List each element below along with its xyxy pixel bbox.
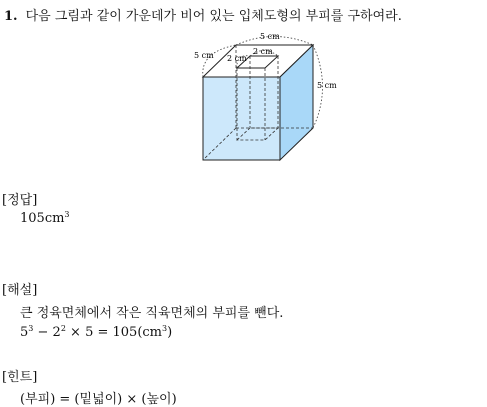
explanation-heading: [해설]: [2, 283, 38, 298]
hollow-cube-figure: [190, 30, 337, 165]
formula-exp1: 3: [28, 324, 34, 333]
cube-front-face: [203, 77, 280, 160]
formula-rest: × 5 = 105(cm: [65, 325, 162, 340]
formula-unit-exp: 3: [162, 324, 168, 333]
answer-value: [20, 211, 70, 226]
explanation-formula: [20, 325, 172, 340]
explanation-text: 큰 정육면체에서 작은 직육면체의 부피를 뺀다.: [20, 306, 284, 321]
hint-heading: [힌트]: [2, 370, 38, 385]
answer-exponent: 3: [64, 210, 70, 219]
problem-number: 1.: [4, 9, 18, 24]
formula-exp2: 2: [60, 324, 66, 333]
formula-minus: −: [33, 325, 53, 340]
label-left-edge: 5 cm: [194, 51, 214, 60]
formula-close: ): [167, 325, 173, 340]
problem-text: 다음 그림과 같이 가운데가 비어 있는 입체도형의 부피를 구하여라.: [25, 9, 402, 24]
label-hole-depth: 2 cm: [227, 54, 247, 63]
label-hole-width: 2 cm: [253, 47, 273, 56]
label-top-edge: 5 cm: [260, 32, 280, 41]
formula-base1: 5: [20, 325, 29, 340]
problem-statement: [4, 5, 402, 24]
answer-number: 105cm: [20, 211, 65, 226]
formula-base2: 2: [52, 325, 61, 340]
answer-heading: [정답]: [2, 193, 38, 208]
label-right-edge: 5 cm: [317, 81, 337, 90]
hint-text: (부피) = (밑넓이) × (높이): [20, 392, 177, 407]
